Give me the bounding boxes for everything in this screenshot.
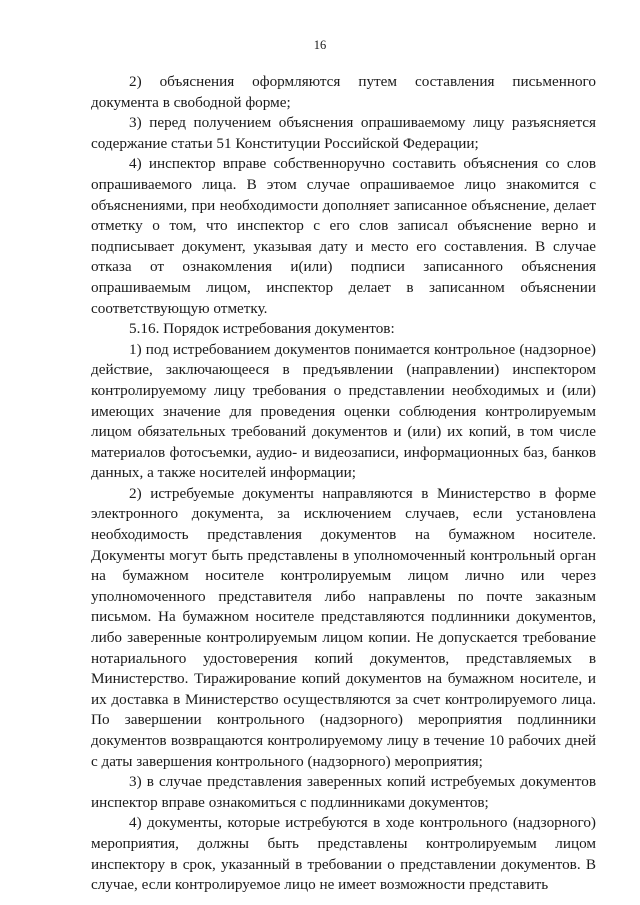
paragraph-explanations-form: 2) объяснения оформляются путем составления письменного документа в свободной форме; (91, 73, 596, 111)
section-heading-5-16: 5.16. Порядок истребования документов: (129, 320, 395, 338)
document-body (91, 72, 596, 896)
paragraph-document-submission: 2) истребуемые документы направляются в Министерство в форме электронного документа, за исключением случаев, если установлена необходимость представления документов на бумажном носителе. Документы могут быть представлены в уполномоченный контрольный орган на бумажном носителе контролируемым лицом лично или через уполномоченного представителя либо направлены по почте заказным письмом. На бумажном носителе представляются подлинники документов, либо заверенные контролируемым лицом копии. Не допускается требование нотариального удостоверения копий документов, представляемых в Министерство. Тиражирование копий документов на бумажном носителе, и их доставка в Министерство осуществляются за счет контролируемого лица. По завершении контрольного (надзорного) мероприятия подлинники документов возвращаются контролируемому лицу в течение 10 рабочих дней с даты завершения контрольного (надзорного) мероприятия; (91, 484, 596, 770)
page-number: 16 (313, 38, 327, 52)
paragraph-constitution-article: 3) перед получением объяснения опрашиваемому лицу разъясняется содержание статьи 51 Конституции Российской Федерации; (91, 114, 596, 152)
paragraph-document-request-definition: 1) под истребованием документов понимается контрольное (надзорное) действие, заключающееся в предъявлении (направлении) инспектором контролируемому лицу требования о представлении необходимых и (или) имеющих значение для проведения оценки соблюдения контролируемым лицом обязательных требований документов и (или) их копий, в том числе материалов фотосъемки, аудио- и видеозаписи, информационных баз, банков данных, а также носителей информации; (91, 340, 596, 482)
paragraph-submission-deadline: 4) документы, которые истребуются в ходе контрольного (надзорного) мероприятия, должны быть представлены контролируемым лицом инспектору в срок, указанный в требовании о представлении документов. В случае, если контролируемое лицо не имеет возможности представить (91, 814, 596, 894)
paragraph-certified-copies: 3) в случае представления заверенных копий истребуемых документов инспектор вправе ознакомиться с подлинниками документов; (91, 773, 596, 811)
paragraph-inspector-explanations: 4) инспектор вправе собственноручно составить объяснения со слов опрашиваемого лица. В этом случае опрашиваемое лицо знакомится с объяснениями, при необходимости дополняет записанное объяснение, делает отметку о том, что инспектор с его слов записал объяснение верно и подписывает документ, указывая дату и место его составления. В случае отказа от ознакомления и(или) подписи записанного объяснения опрашиваемым лицом, инспектор делает в записанном объяснении соответствующую отметку. (91, 155, 596, 317)
